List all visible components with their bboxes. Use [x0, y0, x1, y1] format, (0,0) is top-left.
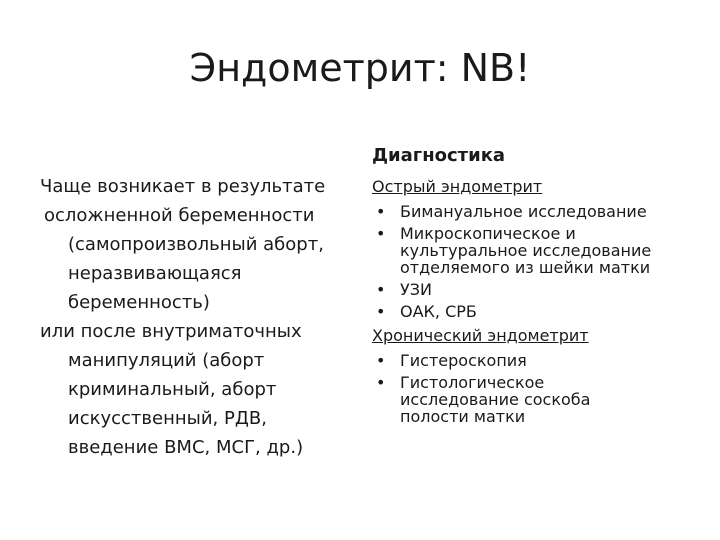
list-item-text: отделяемого из шейки матки: [400, 258, 651, 277]
list-item: [372, 374, 702, 425]
left-paragraph-1: [40, 172, 360, 317]
text-line: осложненной беременности: [44, 205, 315, 226]
text-line: неразвивающаяся: [68, 263, 242, 284]
bullet-icon: •: [376, 373, 386, 392]
list-item-text: Гистероскопия: [400, 351, 527, 370]
left-text-block: [40, 172, 360, 462]
acute-diagnostics-list: [372, 203, 702, 320]
chronic-diagnostics-list: [372, 352, 702, 425]
bullet-icon: •: [376, 202, 386, 221]
text-line: Чаще возникает в результате: [40, 176, 326, 197]
diagnostics-heading: Диагностика: [372, 145, 506, 166]
left-paragraph-2: [40, 317, 360, 462]
text-line: криминальный, аборт: [68, 379, 277, 400]
list-item-text: ОАК, СРБ: [400, 302, 477, 321]
list-item-text: Гистологическое: [400, 373, 545, 392]
bullet-icon: •: [376, 302, 386, 321]
text-line: беременность): [68, 292, 210, 313]
chronic-endometritis-heading: Хронический эндометрит: [372, 326, 589, 345]
list-item-text: УЗИ: [400, 280, 432, 299]
list-item: [372, 203, 702, 220]
text-line: (самопроизвольный аборт,: [68, 234, 324, 255]
list-item-text: культуральное исследование: [400, 241, 652, 260]
text-line: искусственный, РДВ,: [68, 408, 267, 429]
list-item-text: Микроскопическое и: [400, 224, 576, 243]
text-line: введение ВМС, МСГ, др.): [68, 437, 304, 458]
text-line: манипуляций (аборт: [68, 350, 265, 371]
bullet-icon: •: [376, 224, 386, 243]
diagnostics-block: [372, 142, 702, 430]
bullet-icon: •: [376, 351, 386, 370]
list-item-text: исследование соскоба: [400, 390, 591, 409]
slide-title: Эндометрит: NB!: [189, 46, 531, 90]
list-item: [372, 303, 702, 320]
list-item: [372, 225, 702, 276]
acute-endometritis-heading: Острый эндометрит: [372, 177, 543, 196]
bullet-icon: •: [376, 280, 386, 299]
list-item: [372, 281, 702, 298]
list-item-text: Бимануальное исследование: [400, 202, 647, 221]
text-line: или после внутриматочных: [40, 321, 302, 342]
list-item: [372, 352, 702, 369]
list-item-text: полости матки: [400, 407, 526, 426]
